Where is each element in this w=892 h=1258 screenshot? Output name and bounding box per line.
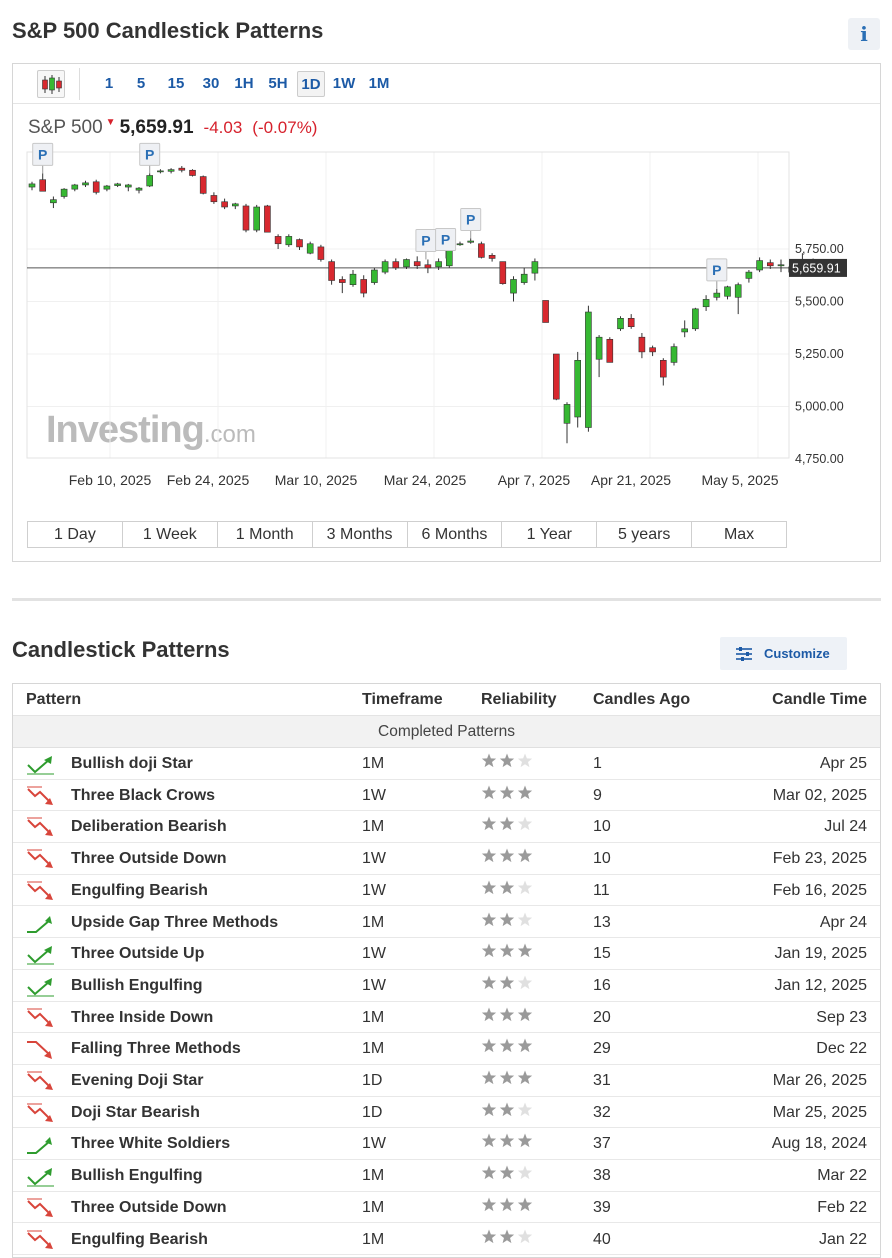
candle-body <box>671 347 677 363</box>
table-row[interactable] <box>13 780 880 812</box>
pattern-name[interactable]: Engulfing Bearish <box>71 881 208 899</box>
x-tick-label: Feb 24, 2025 <box>166 472 250 488</box>
pattern-timeframe: 1W <box>362 976 386 994</box>
pattern-timeframe: 1M <box>362 1167 385 1185</box>
pattern-timeframe: 1W <box>362 881 386 899</box>
down-arrow-icon: ▼ <box>105 117 116 128</box>
candle-body <box>275 236 281 243</box>
pattern-timeframe: 1D <box>362 1072 383 1089</box>
candle-body <box>254 207 260 230</box>
bullish-reversal-icon <box>26 944 56 971</box>
candles-ago: 20 <box>593 1008 611 1026</box>
y-tick-label: 5,750.00 <box>795 242 844 256</box>
pattern-marker-label: P <box>38 146 48 163</box>
candles-ago: 31 <box>593 1072 611 1089</box>
candle-body <box>757 261 763 270</box>
candle-body <box>136 188 142 190</box>
candle-body <box>660 360 666 377</box>
interval-5[interactable]: 5 <box>136 75 146 92</box>
range-selector <box>27 521 787 548</box>
candle-body <box>553 354 559 399</box>
candle-time: Mar 25, 2025 <box>772 1103 867 1121</box>
x-tick-label: May 5, 2025 <box>701 472 779 488</box>
interval-1m[interactable]: 1M <box>368 75 390 92</box>
price-change-percent: (-0.07%) <box>252 118 318 137</box>
candle-body <box>361 279 367 293</box>
bearish-reversal-icon <box>26 1230 56 1257</box>
candles-ago: 39 <box>593 1198 611 1216</box>
price-change: -4.03 <box>203 118 243 137</box>
pattern-timeframe: 1W <box>362 786 386 804</box>
candle-time: Jan 22 <box>818 1230 867 1248</box>
range-1-month[interactable]: 1 Month <box>218 522 313 547</box>
info-button[interactable]: i <box>848 18 880 50</box>
candle-body <box>371 270 377 283</box>
candle-body <box>264 206 270 232</box>
candle-body <box>457 244 463 245</box>
page-title: S&P 500 Candlestick Patterns <box>12 18 324 43</box>
x-tick-label: Feb 10, 2025 <box>68 472 152 488</box>
candle-body <box>29 184 35 187</box>
bullish-continuation-icon <box>26 1134 56 1161</box>
bearish-reversal-icon <box>26 849 56 876</box>
candle-body <box>478 244 484 258</box>
reliability-stars-icon <box>481 880 535 901</box>
customize-button[interactable] <box>720 637 847 670</box>
table-row[interactable] <box>13 938 880 970</box>
bearish-reversal-icon <box>26 881 56 908</box>
candle-body <box>468 241 474 242</box>
candle-body <box>532 262 538 274</box>
pattern-timeframe: 1D <box>362 1103 383 1121</box>
pattern-timeframe: 1M <box>362 1230 385 1248</box>
plot-area <box>27 152 789 458</box>
pattern-marker-label: P <box>466 211 476 228</box>
sliders-icon <box>736 647 752 661</box>
bullish-reversal-icon <box>26 976 56 1003</box>
patterns-table <box>12 683 881 1258</box>
table-row[interactable] <box>13 843 880 875</box>
reliability-stars-icon <box>481 1229 535 1250</box>
y-tick-label: 5,500.00 <box>795 294 844 309</box>
candle-time: Feb 16, 2025 <box>772 881 867 899</box>
interval-1d[interactable]: 1D <box>297 71 325 97</box>
candle-body <box>564 404 570 423</box>
col-reliability[interactable]: Reliability <box>481 691 557 708</box>
candle-body <box>778 265 784 266</box>
candle-body <box>607 339 613 362</box>
candle-body <box>489 255 495 258</box>
interval-1[interactable]: 1 <box>104 75 114 92</box>
pattern-timeframe: 1M <box>362 1040 385 1058</box>
pattern-timeframe: 1W <box>362 1135 386 1153</box>
pattern-name[interactable]: Bullish doji Star <box>71 755 193 772</box>
range-1-week[interactable]: 1 Week <box>123 522 218 547</box>
candle-body <box>190 170 196 175</box>
candle-time: Jul 24 <box>824 818 867 836</box>
candle-body <box>404 260 410 267</box>
candle-time: Feb 22 <box>817 1198 867 1216</box>
chart-panel <box>12 63 881 562</box>
candles-ago: 40 <box>593 1230 611 1248</box>
candle-time: Apr 24 <box>819 913 867 931</box>
x-tick-label: Apr 7, 2025 <box>497 472 571 488</box>
candle-body <box>40 180 46 192</box>
reliability-stars-icon <box>481 975 535 996</box>
candles-ago: 11 <box>593 881 610 899</box>
candles-ago: 29 <box>593 1040 611 1058</box>
range-3-months[interactable]: 3 Months <box>313 522 408 547</box>
index-name: S&P 500 <box>28 117 103 138</box>
candles-ago: 38 <box>593 1167 611 1185</box>
table-row[interactable] <box>13 1002 880 1034</box>
pattern-name[interactable]: Three Outside Up <box>71 945 205 963</box>
range-1-day[interactable]: 1 Day <box>28 522 123 547</box>
candle-body <box>200 177 206 194</box>
candle-body <box>243 206 249 230</box>
candle-time: Jan 12, 2025 <box>774 976 867 994</box>
candles-ago: 13 <box>593 913 611 931</box>
reliability-stars-icon <box>481 1007 535 1028</box>
candle-body <box>61 189 67 196</box>
candle-body <box>318 247 324 260</box>
pattern-timeframe: 1M <box>362 1198 385 1216</box>
reliability-stars-icon <box>481 943 535 964</box>
candles-ago: 1 <box>593 755 602 772</box>
candle-time: Mar 22 <box>817 1167 867 1185</box>
table-row[interactable] <box>13 1065 880 1097</box>
table-row[interactable] <box>13 907 880 939</box>
table-row[interactable] <box>13 970 880 1002</box>
pattern-marker-label: P <box>421 232 431 249</box>
x-tick-label: Mar 10, 2025 <box>274 472 358 488</box>
pattern-marker-label: P <box>440 231 451 248</box>
range-6-months[interactable]: 6 Months <box>408 522 503 547</box>
pattern-timeframe: 1W <box>362 945 386 963</box>
candle-body <box>307 244 313 253</box>
candle-body <box>168 170 174 172</box>
table-row[interactable] <box>13 1128 880 1160</box>
reliability-stars-icon <box>481 1133 535 1154</box>
candle-body <box>50 200 56 203</box>
candle-body <box>639 337 645 352</box>
interval-30[interactable]: 30 <box>202 75 220 92</box>
pattern-timeframe: 1M <box>362 818 385 836</box>
col-pattern[interactable]: Pattern <box>26 691 82 708</box>
candle-time: Sep 23 <box>816 1008 867 1026</box>
candle-body <box>329 262 335 281</box>
col-candle-time[interactable]: Candle Time <box>772 691 867 708</box>
range-1-year[interactable]: 1 Year <box>502 522 597 547</box>
candle-body <box>618 318 624 329</box>
candle-body <box>703 299 709 306</box>
pattern-name[interactable]: Bullish Engulfing <box>71 976 203 994</box>
candle-body <box>425 265 431 268</box>
candle-body <box>543 300 549 322</box>
candle-body <box>297 240 303 247</box>
reliability-stars-icon <box>481 1165 535 1186</box>
candle-body <box>511 279 517 293</box>
section-divider <box>12 598 881 601</box>
bullish-reversal-icon <box>26 754 56 781</box>
candle-body <box>125 185 131 187</box>
pattern-marker-label: P <box>712 261 722 278</box>
pattern-name[interactable]: Three Outside Down <box>71 850 227 868</box>
candle-body <box>93 182 99 193</box>
reliability-stars-icon <box>481 1102 535 1123</box>
pattern-name[interactable]: Bullish Engulfing <box>71 1167 203 1185</box>
candle-body <box>746 272 752 278</box>
candle-time: Mar 02, 2025 <box>772 786 867 804</box>
pattern-name[interactable]: Deliberation Bearish <box>71 818 227 836</box>
candle-body <box>575 360 581 417</box>
col-timeframe[interactable]: Timeframe <box>362 691 443 708</box>
y-tick-label: 4,750.00 <box>795 452 844 466</box>
candle-body <box>767 263 773 266</box>
candle-body <box>286 236 292 244</box>
bearish-continuation-icon <box>26 1039 56 1066</box>
table-row[interactable] <box>13 811 880 843</box>
interval-1h[interactable]: 1H <box>234 75 254 92</box>
candle-body <box>650 348 656 352</box>
candle-body <box>72 185 78 189</box>
pattern-timeframe: 1W <box>362 850 386 868</box>
candle-body <box>628 318 634 326</box>
candle-time: Jan 19, 2025 <box>774 945 867 963</box>
pattern-name[interactable]: Falling Three Methods <box>71 1040 241 1058</box>
y-tick-label: 5,250.00 <box>795 347 844 361</box>
candle-body <box>339 279 345 282</box>
candles-ago: 32 <box>593 1103 611 1121</box>
candle-body <box>83 183 89 185</box>
candle-body <box>179 168 185 170</box>
range-5-years[interactable]: 5 years <box>597 522 692 547</box>
candle-time: Feb 23, 2025 <box>772 850 867 868</box>
candles-ago: 9 <box>593 786 602 804</box>
candle-body <box>682 329 688 332</box>
candle-body <box>232 204 238 206</box>
pattern-timeframe: 1M <box>362 755 385 772</box>
pattern-name[interactable]: Three Outside Down <box>71 1198 227 1216</box>
table-row[interactable] <box>13 1033 880 1065</box>
bullish-continuation-icon <box>26 913 56 940</box>
candle-body <box>735 285 741 298</box>
reliability-stars-icon <box>481 1197 535 1218</box>
candle-body <box>222 202 228 207</box>
candle-body <box>211 195 217 201</box>
table-row[interactable] <box>13 748 880 780</box>
reliability-stars-icon <box>481 785 535 806</box>
candle-body <box>104 186 110 189</box>
candles-ago: 37 <box>593 1135 611 1153</box>
candle-time: Apr 25 <box>819 755 867 772</box>
candle-body <box>157 171 163 172</box>
pattern-name[interactable]: Three Black Crows <box>71 786 216 804</box>
reliability-stars-icon <box>481 816 535 837</box>
bearish-reversal-icon <box>26 786 56 813</box>
table-row[interactable] <box>13 1097 880 1129</box>
candles-ago: 16 <box>593 976 611 994</box>
candle-body <box>382 262 388 273</box>
bearish-reversal-icon <box>26 1198 56 1225</box>
bearish-reversal-icon <box>26 1008 56 1035</box>
candle-body <box>714 293 720 297</box>
table-row[interactable] <box>13 1224 880 1256</box>
candle-time: Dec 22 <box>816 1040 867 1058</box>
col-candles-ago[interactable]: Candles Ago <box>593 691 691 708</box>
pattern-timeframe: 1M <box>362 913 385 931</box>
candle-body <box>585 312 591 428</box>
x-tick-label: Apr 21, 2025 <box>590 472 672 488</box>
last-price: 5,659.91 <box>119 117 194 138</box>
pattern-marker-label: P <box>145 146 155 163</box>
candlestick-chart[interactable] <box>13 64 880 504</box>
candle-body <box>414 262 420 266</box>
candles-ago: 10 <box>593 818 611 836</box>
reliability-stars-icon <box>481 1070 535 1091</box>
candle-body <box>500 262 506 284</box>
bearish-reversal-icon <box>26 817 56 844</box>
pattern-name[interactable]: Evening Doji Star <box>71 1072 204 1089</box>
candles-ago: 10 <box>593 850 611 868</box>
y-tick-label: 5,000.00 <box>795 399 844 414</box>
table-row[interactable] <box>13 875 880 907</box>
candle-body <box>393 262 399 268</box>
pattern-name[interactable]: Engulfing Bearish <box>71 1230 208 1248</box>
pattern-name[interactable]: Doji Star Bearish <box>71 1103 200 1121</box>
current-price-label: 5,659.91 <box>792 261 841 276</box>
x-tick-label: Mar 24, 2025 <box>383 472 467 488</box>
investing-watermark-logo: Investing.com <box>46 409 256 451</box>
pattern-name[interactable]: Three Inside Down <box>71 1008 214 1026</box>
table-row[interactable] <box>13 1192 880 1224</box>
table-header <box>13 684 880 716</box>
range-max[interactable]: Max <box>723 526 755 543</box>
interval-1w[interactable]: 1W <box>332 75 356 92</box>
bullish-reversal-icon <box>26 1166 56 1193</box>
candle-body <box>436 262 442 267</box>
pattern-timeframe: 1M <box>362 1008 385 1026</box>
patterns-title: Candlestick Patterns <box>12 637 230 662</box>
reliability-stars-icon <box>481 1038 535 1059</box>
reliability-stars-icon <box>481 912 535 933</box>
bearish-reversal-icon <box>26 1071 56 1098</box>
interval-15[interactable]: 15 <box>167 75 185 92</box>
customize-label: Customize <box>764 646 830 661</box>
candle-body <box>350 274 356 285</box>
candle-time: Mar 26, 2025 <box>772 1072 867 1089</box>
pattern-name[interactable]: Three White Soldiers <box>71 1135 231 1153</box>
candle-body <box>692 309 698 329</box>
pattern-name[interactable]: Upside Gap Three Methods <box>71 913 279 931</box>
candle-body <box>115 184 121 186</box>
candle-time: Aug 18, 2024 <box>771 1135 867 1153</box>
reliability-stars-icon <box>481 848 535 869</box>
candle-body <box>725 287 731 296</box>
candle-body <box>147 176 153 187</box>
candles-ago: 15 <box>593 945 611 963</box>
bearish-reversal-icon <box>26 1103 56 1130</box>
group-completed-patterns: Completed Patterns <box>13 716 880 748</box>
candle-body <box>596 337 602 359</box>
reliability-stars-icon <box>481 753 535 774</box>
interval-5h[interactable]: 5H <box>268 75 288 92</box>
table-row[interactable] <box>13 1160 880 1192</box>
candle-body <box>521 274 527 282</box>
